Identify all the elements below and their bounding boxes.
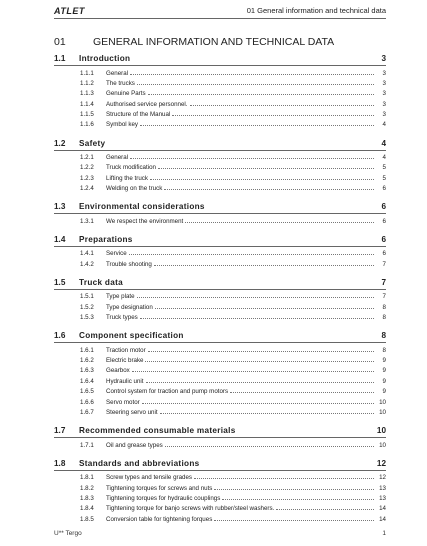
toc-entry-page: 7 xyxy=(382,293,386,301)
toc-entry-page: 6 xyxy=(382,250,386,258)
dot-leader xyxy=(150,175,374,180)
toc-entry-title: Welding on the truck xyxy=(106,185,163,193)
toc-section-heading[interactable] xyxy=(54,426,386,437)
toc-entry-number: 1.2.2 xyxy=(80,164,94,172)
section-divider xyxy=(54,470,386,471)
toc-entry-page: 13 xyxy=(379,484,386,492)
toc-entry-title: We respect the environment xyxy=(106,217,184,225)
toc-section-number: 1.4 xyxy=(54,234,66,244)
toc-entry[interactable] xyxy=(54,260,386,270)
toc-entry-page: 8 xyxy=(382,314,386,322)
toc-section-heading[interactable] xyxy=(54,235,386,246)
toc-entry-page: 6 xyxy=(382,185,386,193)
toc-section-heading[interactable] xyxy=(54,202,386,213)
toc-entry[interactable] xyxy=(54,366,386,376)
toc-entry-title: Authorised service personnel. xyxy=(106,100,188,108)
toc-section-heading[interactable] xyxy=(54,459,386,470)
toc-entry-title: Type designation xyxy=(106,303,153,311)
toc-section-page: 6 xyxy=(381,202,386,212)
toc-entry-number: 1.5.1 xyxy=(80,293,94,301)
dot-leader xyxy=(130,70,374,75)
toc-entry[interactable] xyxy=(54,515,386,525)
section-divider xyxy=(54,246,386,247)
toc-entry[interactable] xyxy=(54,163,386,173)
dot-leader xyxy=(137,80,374,85)
chapter-title: GENERAL INFORMATION AND TECHNICAL DATA xyxy=(93,36,335,48)
toc-entry[interactable] xyxy=(54,303,386,313)
toc-entry-number: 1.8.3 xyxy=(80,494,94,502)
toc-entry-title: The trucks xyxy=(106,79,135,87)
dot-leader xyxy=(154,261,374,266)
toc-entry-title-wrap xyxy=(106,409,376,416)
dot-leader xyxy=(142,399,374,404)
toc-section-number: 1.8 xyxy=(54,458,66,468)
toc-entry-page: 3 xyxy=(382,79,386,87)
toc-entry-number: 1.6.2 xyxy=(80,357,94,365)
toc-entry[interactable] xyxy=(54,89,386,99)
toc-entry-title: Symbol key xyxy=(106,121,138,129)
toc-section-number: 1.7 xyxy=(54,426,66,436)
toc-entry-number: 1.8.1 xyxy=(80,474,94,482)
toc-entry-page: 14 xyxy=(379,515,386,523)
toc-entry-page: 3 xyxy=(382,100,386,108)
toc-section-title: Introduction xyxy=(79,54,131,63)
table-of-contents xyxy=(54,54,386,533)
toc-entry-number: 1.1.2 xyxy=(80,79,94,87)
toc-section-title: Safety xyxy=(79,138,106,148)
toc-section xyxy=(54,459,386,525)
toc-entry-title-wrap xyxy=(106,314,376,321)
toc-entry-number: 1.8.5 xyxy=(80,515,94,523)
toc-entry-page: 4 xyxy=(382,154,386,162)
toc-section-number: 1.1 xyxy=(54,54,66,63)
toc-section-page: 10 xyxy=(376,426,386,436)
toc-entry[interactable] xyxy=(54,377,386,387)
page-header xyxy=(0,0,427,20)
toc-entry-title-wrap xyxy=(106,121,376,128)
toc-entry-number: 1.6.4 xyxy=(80,377,94,385)
toc-entry-title-wrap xyxy=(106,378,376,385)
toc-entry-title: Control system for traction and pump motors xyxy=(106,388,229,396)
toc-entry-page: 3 xyxy=(382,90,386,98)
toc-entry-title-wrap xyxy=(106,164,376,171)
section-divider xyxy=(54,289,386,290)
toc-entry-page: 10 xyxy=(379,441,386,449)
toc-entry[interactable] xyxy=(54,100,386,110)
toc-entry-title-wrap xyxy=(106,505,376,512)
toc-entry-title: Conversion table for tightening forques xyxy=(106,515,213,523)
dot-leader xyxy=(132,367,374,372)
toc-entry[interactable] xyxy=(54,473,386,483)
toc-section-page: 7 xyxy=(381,277,386,287)
toc-entry-title: Type plate xyxy=(106,293,135,301)
toc-entry-title-wrap xyxy=(106,495,376,502)
toc-entry-title: Truck types xyxy=(106,314,138,322)
toc-entry[interactable] xyxy=(54,346,386,356)
toc-entry-page: 10 xyxy=(379,409,386,417)
dot-leader xyxy=(194,474,374,479)
dot-leader xyxy=(137,293,374,298)
toc-entry-number: 1.6.7 xyxy=(80,409,94,417)
dot-leader xyxy=(155,304,374,309)
toc-entry[interactable] xyxy=(54,387,386,397)
dot-leader xyxy=(160,409,374,414)
toc-entry-page: 7 xyxy=(382,260,386,268)
toc-entry[interactable] xyxy=(54,494,386,504)
toc-entry-title: Structure of the Manual xyxy=(106,111,171,119)
dot-leader xyxy=(165,442,374,447)
toc-section-heading[interactable] xyxy=(54,139,386,150)
section-divider xyxy=(54,437,386,438)
section-divider xyxy=(54,150,386,151)
toc-section-heading[interactable] xyxy=(54,278,386,289)
toc-entry-title-wrap xyxy=(106,80,376,87)
toc-entry-number: 1.4.2 xyxy=(80,260,94,268)
toc-entry-title-wrap xyxy=(106,185,376,192)
toc-entry-number: 1.8.4 xyxy=(80,505,94,513)
toc-entry[interactable] xyxy=(54,292,386,302)
dot-leader xyxy=(190,101,374,106)
toc-entry-page: 10 xyxy=(379,398,386,406)
toc-entry[interactable] xyxy=(54,217,386,227)
toc-entry-number: 1.1.1 xyxy=(80,69,94,77)
toc-section-title: Component specification xyxy=(79,331,184,341)
section-divider xyxy=(54,213,386,214)
toc-entry-title: Electric brake xyxy=(106,357,144,365)
toc-entry-number: 1.6.5 xyxy=(80,388,94,396)
toc-section-heading[interactable] xyxy=(54,331,386,342)
toc-entry-title-wrap xyxy=(106,293,376,300)
toc-entry-number: 1.6.3 xyxy=(80,367,94,375)
toc-entry-title-wrap xyxy=(106,218,376,225)
header-divider xyxy=(54,18,386,19)
toc-entry-title-wrap xyxy=(106,101,376,108)
toc-entry-title-wrap xyxy=(106,516,376,523)
toc-section-page: 4 xyxy=(381,138,386,148)
toc-section-title: Truck data xyxy=(79,277,123,287)
dot-leader xyxy=(130,154,374,159)
dot-leader xyxy=(172,111,374,116)
toc-section-page: 6 xyxy=(381,234,386,244)
toc-entry-title-wrap xyxy=(106,90,376,97)
toc-entry-number: 1.5.3 xyxy=(80,314,94,322)
toc-entry-title-wrap xyxy=(106,485,376,492)
toc-entry[interactable] xyxy=(54,174,386,184)
toc-entry-page: 8 xyxy=(382,303,386,311)
toc-entry-page: 3 xyxy=(382,111,386,119)
toc-section-number: 1.5 xyxy=(54,277,66,287)
toc-section xyxy=(54,139,386,195)
footer-page-number: 1 xyxy=(382,530,386,537)
toc-section xyxy=(54,426,386,451)
toc-entry-title: General xyxy=(106,154,129,162)
toc-entry-title: Truck modification xyxy=(106,164,156,172)
toc-entry-page: 12 xyxy=(379,474,386,482)
toc-entry-page: 5 xyxy=(382,164,386,172)
toc-entry-page: 9 xyxy=(382,388,386,396)
brand-logo: ATLET xyxy=(54,6,85,16)
dot-leader xyxy=(140,314,374,319)
toc-entry-page: 9 xyxy=(382,377,386,385)
dot-leader xyxy=(129,250,374,255)
dot-leader xyxy=(140,121,374,126)
toc-entry-title: Genuine Parts xyxy=(106,90,146,98)
dot-leader xyxy=(230,388,374,393)
toc-entry[interactable] xyxy=(54,504,386,514)
section-divider xyxy=(54,65,386,66)
toc-section-number: 1.3 xyxy=(54,202,66,212)
toc-entry-title: Service xyxy=(106,250,127,258)
chapter-number: 01 xyxy=(54,36,66,48)
toc-entry[interactable] xyxy=(54,69,386,79)
header-title: 01 General information and technical data xyxy=(246,6,386,15)
dot-leader xyxy=(185,218,374,223)
toc-entry-title-wrap xyxy=(106,154,376,161)
toc-entry-number: 1.2.4 xyxy=(80,185,94,193)
toc-entry-page: 9 xyxy=(382,367,386,375)
dot-leader xyxy=(164,185,374,190)
toc-entry-number: 1.3.1 xyxy=(80,217,94,225)
dot-leader xyxy=(214,485,374,490)
toc-entry-number: 1.5.2 xyxy=(80,303,94,311)
toc-entry-title: Tightening torque for banjo screws with rubber/steel washers. xyxy=(106,505,275,513)
toc-section-number: 1.2 xyxy=(54,138,66,148)
toc-entry-number: 1.2.3 xyxy=(80,174,94,182)
dot-leader xyxy=(276,505,374,510)
toc-section xyxy=(54,235,386,270)
dot-leader xyxy=(145,357,374,362)
toc-entry-title: Lifting the truck xyxy=(106,174,148,182)
toc-entry-title: Oil and grease types xyxy=(106,441,163,449)
toc-entry-title: Tightening torques for hydraulic couplings xyxy=(106,494,221,502)
toc-entry-number: 1.1.6 xyxy=(80,121,94,129)
toc-entry-title-wrap xyxy=(106,347,376,354)
toc-section-number: 1.6 xyxy=(54,331,66,341)
toc-entry[interactable] xyxy=(54,153,386,163)
toc-entry[interactable] xyxy=(54,184,386,194)
toc-entry-title-wrap xyxy=(106,250,376,257)
toc-entry[interactable] xyxy=(54,441,386,451)
dot-leader xyxy=(222,495,374,500)
toc-entry[interactable] xyxy=(54,249,386,259)
toc-entry[interactable] xyxy=(54,408,386,418)
toc-entry[interactable] xyxy=(54,398,386,408)
dot-leader xyxy=(148,347,374,352)
toc-entry-title-wrap xyxy=(106,357,376,364)
toc-entry-number: 1.6.1 xyxy=(80,346,94,354)
dot-leader xyxy=(146,378,375,383)
toc-section-page: 8 xyxy=(381,331,386,341)
toc-entry-title-wrap xyxy=(106,304,376,311)
toc-entry-number: 1.8.2 xyxy=(80,484,94,492)
toc-entry-title: Screw types and tensile grades xyxy=(106,474,192,482)
toc-entry-title: Servo motor xyxy=(106,398,140,406)
toc-entry[interactable] xyxy=(54,484,386,494)
toc-entry-title-wrap xyxy=(106,388,376,395)
toc-entry[interactable] xyxy=(54,79,386,89)
toc-entry-number: 1.1.3 xyxy=(80,90,94,98)
toc-entry-title-wrap xyxy=(106,175,376,182)
toc-entry-number: 1.4.1 xyxy=(80,250,94,258)
toc-entry-title-wrap xyxy=(106,70,376,77)
toc-entry-page: 5 xyxy=(382,174,386,182)
toc-entry-title-wrap xyxy=(106,111,376,118)
toc-entry-page: 4 xyxy=(382,121,386,129)
toc-section-title: Recommended consumable materials xyxy=(79,426,236,436)
section-divider xyxy=(54,342,386,343)
toc-entry-page: 13 xyxy=(379,494,386,502)
dot-leader xyxy=(158,164,374,169)
toc-section-page: 12 xyxy=(376,458,386,468)
toc-entry-page: 14 xyxy=(379,505,386,513)
toc-entry-title-wrap xyxy=(106,261,376,268)
toc-entry-title: Steering servo unit xyxy=(106,409,158,417)
toc-entry-title: Trouble shooting xyxy=(106,260,152,268)
toc-entry-title: Tightening torques for screws and nuts xyxy=(106,484,213,492)
toc-section xyxy=(54,202,386,227)
toc-entry[interactable] xyxy=(54,120,386,130)
toc-entry-page: 3 xyxy=(382,69,386,77)
toc-entry-title-wrap xyxy=(106,474,376,481)
toc-entry-number: 1.1.4 xyxy=(80,100,94,108)
toc-entry-number: 1.2.1 xyxy=(80,154,94,162)
toc-entry-title: Hydraulic unit xyxy=(106,377,144,385)
toc-entry[interactable] xyxy=(54,110,386,120)
footer-product: U** Tergo xyxy=(54,530,82,537)
toc-entry-number: 1.6.6 xyxy=(80,398,94,406)
toc-entry-page: 9 xyxy=(382,357,386,365)
toc-entry-title: Gearbox xyxy=(106,367,130,375)
toc-section xyxy=(54,54,386,131)
toc-entry-title: Traction motor xyxy=(106,346,146,354)
dot-leader xyxy=(148,90,374,95)
toc-section-title: Standards and abbreviations xyxy=(79,458,200,468)
toc-entry-page: 8 xyxy=(382,346,386,354)
toc-entry-title-wrap xyxy=(106,442,376,449)
dot-leader xyxy=(214,516,374,521)
toc-entry-page: 6 xyxy=(382,217,386,225)
toc-section-title: Preparations xyxy=(79,234,133,244)
toc-section-title: Environmental considerations xyxy=(79,202,205,212)
toc-section xyxy=(54,331,386,418)
toc-entry-number: 1.1.5 xyxy=(80,111,94,119)
toc-entry-title-wrap xyxy=(106,399,376,406)
toc-entry[interactable] xyxy=(54,356,386,366)
toc-entry-number: 1.7.1 xyxy=(80,441,94,449)
toc-entry-title: General xyxy=(106,69,129,77)
toc-entry-title-wrap xyxy=(106,367,376,374)
toc-section xyxy=(54,278,386,324)
toc-entry[interactable] xyxy=(54,313,386,323)
toc-section-heading[interactable] xyxy=(54,54,386,65)
toc-section-page: 3 xyxy=(381,54,386,63)
